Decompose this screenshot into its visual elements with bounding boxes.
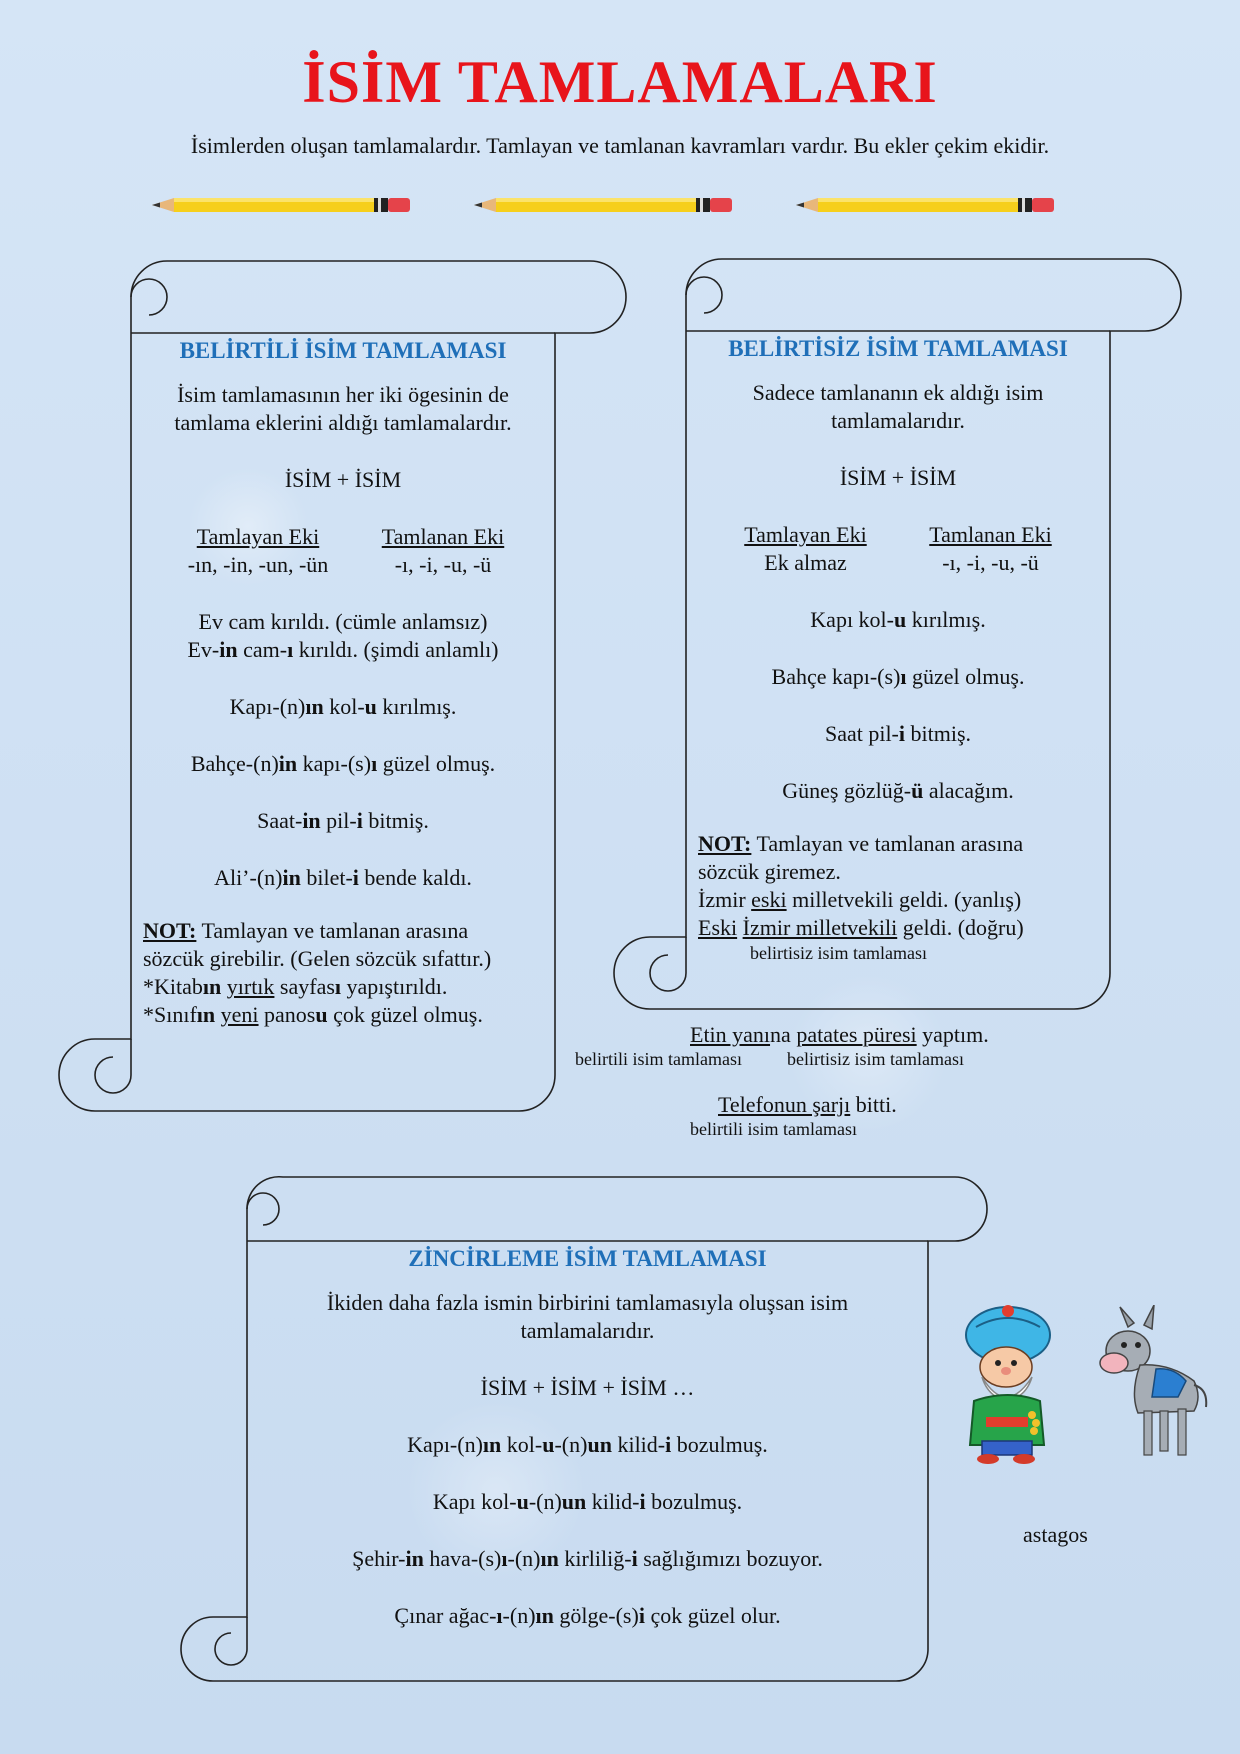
tamlayan-eki-value: Ek almaz — [764, 550, 847, 575]
zincirleme-formula: İSİM + İSİM + İSİM … — [480, 1375, 695, 1400]
tamlayan-eki-heading: Tamlayan Eki — [196, 524, 320, 549]
belirtisiz-formula: İSİM + İSİM — [839, 465, 957, 490]
zincirleme-definition-1: İkiden daha fazla ismin birbirini tamlamasıyla oluşsan isim — [326, 1290, 849, 1315]
hodja-figure — [966, 1305, 1050, 1464]
example-sentence: Kapı-(n)ın kol-u-(n)un kilid-i bozulmuş. — [407, 1432, 768, 1457]
example-sentence: Saat pil-i bitmiş. — [824, 721, 972, 746]
example-sentence: Güneş gözlüğ-ü alacağım. — [782, 778, 1014, 803]
zincirleme-definition-2: tamlamalarıdır. — [520, 1318, 655, 1343]
donkey-figure — [1100, 1305, 1206, 1455]
extra-examples: Etin yanına patates püresi yaptım. belirtili isim tamlaması belirtisiz isim tamlaması Telefonun şarjı bitti. belirtili isim tamlaması — [575, 1022, 989, 1139]
belirtili-heading: BELİRTİLİ İSİM TAMLAMASI — [179, 338, 507, 363]
example-sentence: Saat-in pil-i bitmiş. — [257, 808, 429, 833]
example-sentence: Ev-in cam-ı kırıldı. (şimdi anlamlı) — [187, 637, 499, 662]
belirtisiz-note: NOT: Tamlayan ve tamlanan arasına sözcük giremez. İzmir eski milletvekili geldi. (yanlış) Eski İzmir milletvekili geldi. (doğru) belirtisiz isim tamlaması — [698, 831, 1024, 963]
belirtili-note: NOT: Tamlayan ve tamlanan arasına sözcük girebilir. (Gelen sözcük sıfattır.) *Kitabın yırtık sayfası yapıştırıldı. *Sınıfın yeni panosu çok güzel olmuş. — [143, 918, 492, 1027]
example-sentence: Ev cam kırıldı. (cümle anlamsız) — [198, 609, 488, 634]
tamlanan-eki-value: -ı, -i, -u, -ü — [394, 552, 492, 577]
example-sentence: Çınar ağac-ı-(n)ın gölge-(s)i çok güzel olur. — [394, 1603, 781, 1628]
tamlanan-eki-heading: Tamlanan Eki — [381, 524, 505, 549]
tamlayan-eki-heading: Tamlayan Eki — [744, 522, 867, 547]
hodja-donkey-illustration — [948, 1305, 1208, 1465]
example-sentence: Ali’-(n)in bilet-i bende kaldı. — [214, 865, 472, 890]
tamlanan-eki-value: -ı, -i, -u, -ü — [942, 550, 1039, 575]
example-sentence: Kapı kol-u kırılmış. — [810, 607, 986, 632]
example-sentence: Bahçe kapı-(s)ı güzel olmuş. — [771, 664, 1025, 689]
page-subtitle: İsimlerden oluşan tamlamalardır. Tamlayan ve tamlanan kavramları vardır. Bu ekler çekim ekidir. — [190, 133, 1050, 158]
example-sentence: Şehir-in hava-(s)ı-(n)ın kirliliğ-i sağlığımızı bozuyor. — [352, 1546, 823, 1571]
example-sentence: Kapı kol-u-(n)un kilid-i bozulmuş. — [432, 1489, 743, 1514]
belirtisiz-panel — [686, 335, 1110, 964]
belirtisiz-definition-1: Sadece tamlananın ek aldığı isim — [752, 380, 1044, 405]
belirtisiz-definition-2: tamlamalarıdır. — [831, 408, 965, 433]
tamlayan-eki-value: -ın, -in, -un, -ün — [187, 552, 329, 577]
zincirleme-heading: ZİNCİRLEME İSİM TAMLAMASI — [408, 1246, 767, 1271]
page-title: İSİM TAMLAMALARI — [302, 49, 938, 115]
belirtisiz-heading: BELİRTİSİZ İSİM TAMLAMASI — [728, 336, 1068, 361]
belirtili-definition-2: tamlama eklerini aldığı tamlamalardır. — [174, 410, 512, 435]
signature: astagos — [1023, 1522, 1088, 1547]
example-sentence: Kapı-(n)ın kol-u kırılmış. — [229, 694, 457, 719]
example-sentence: Bahçe-(n)in kapı-(s)ı güzel olmuş. — [190, 751, 496, 776]
zincirleme-panel — [247, 1245, 928, 1630]
belirtili-panel — [131, 337, 555, 1029]
belirtili-formula: İSİM + İSİM — [284, 467, 402, 492]
belirtili-definition-1: İsim tamlamasının her iki ögesinin de — [177, 382, 509, 407]
tamlanan-eki-heading: Tamlanan Eki — [929, 522, 1052, 547]
